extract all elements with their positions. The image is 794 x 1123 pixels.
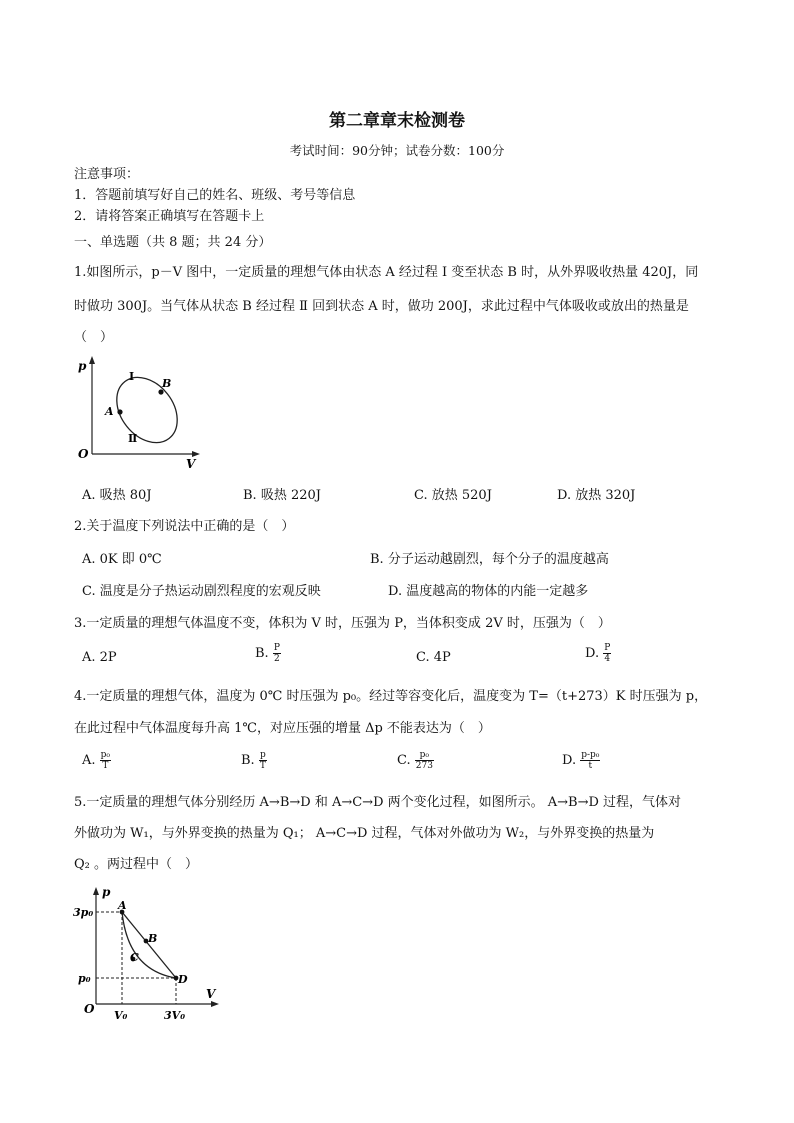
process-i-label: I	[129, 370, 135, 383]
page-title: 第二章章末检测卷	[329, 111, 465, 131]
point-c-label: C	[130, 951, 139, 964]
question-1-text: 时做功 300J。当气体从状态 B 经过程 Ⅱ 回到状态 A 时，做功 200J，求此过程中气体吸收或放出的热量是	[74, 299, 689, 314]
fraction-denominator: 273	[415, 761, 433, 771]
option-d[interactable]: D. 放热 320J	[557, 488, 636, 503]
process-ii-label: Ⅱ	[128, 432, 138, 445]
origin-label: O	[84, 1002, 95, 1016]
p-axis-arrow	[89, 356, 95, 364]
fraction	[100, 750, 111, 771]
option-label: D.	[585, 646, 600, 661]
option-label: A.	[82, 753, 96, 768]
tick-v0: V₀	[114, 1009, 128, 1022]
option-a[interactable]: A. 吸热 80J	[82, 488, 152, 503]
p-axis-label: p	[102, 885, 111, 899]
v-axis-label: V	[186, 457, 196, 470]
fraction-numerator: P	[604, 643, 611, 653]
fraction-denominator: t	[588, 761, 593, 771]
cycle-ellipse	[104, 366, 189, 455]
option-label: C.	[397, 753, 411, 768]
fraction	[580, 750, 600, 771]
option-a[interactable]: A. 2P	[82, 650, 117, 665]
point-b-label: B	[148, 932, 158, 945]
section-heading: 一、单选题（共 8 题；共 24 分）	[74, 235, 272, 250]
fraction	[259, 750, 267, 771]
fraction	[603, 643, 611, 664]
v-axis-label: V	[206, 987, 216, 1001]
option-label: B.	[255, 646, 269, 661]
option-d[interactable]	[562, 750, 600, 771]
tick-3v0: 3V₀	[164, 1009, 186, 1022]
option-d[interactable]	[585, 643, 611, 664]
notice-item: 2．请将答案正确填写在答题卡上	[74, 209, 265, 224]
option-a[interactable]	[82, 750, 111, 771]
question-4-text: 在此过程中气体温度每升高 1℃，对应压强的增量 Δp 不能表达为（ ）	[74, 721, 491, 736]
option-c[interactable]: C. 温度是分子热运动剧烈程度的宏观反映	[82, 584, 321, 599]
point-a-label: A	[105, 405, 114, 418]
fraction-numerator: p₀	[415, 750, 434, 761]
point-a-label: A	[118, 899, 127, 912]
option-label: B.	[241, 753, 255, 768]
fraction-numerator: P	[273, 643, 280, 653]
fraction-numerator: p	[259, 750, 266, 760]
notice-heading: 注意事项：	[74, 167, 140, 182]
option-b[interactable]	[255, 643, 281, 664]
exam-info: 考试时间：90分钟；试卷分数：100分	[289, 143, 505, 158]
tick-p0: p₀	[78, 972, 91, 985]
option-c[interactable]: C. 放热 520J	[414, 488, 492, 503]
question-1-text: 1.如图所示，p－V 图中，一定质量的理想气体由状态 A 经过程 I 变至状态 B 时，从外界吸收热量 420J，同	[74, 265, 699, 280]
tick-3p0: 3p₀	[73, 906, 94, 919]
fraction-numerator: p-p₀	[581, 750, 600, 760]
fraction-denominator: T	[259, 761, 266, 771]
question-2-text: 2.关于温度下列说法中正确的是（ ）	[74, 519, 295, 534]
origin-label: O	[78, 447, 89, 461]
option-c[interactable]: C. 4P	[416, 650, 451, 665]
fraction	[273, 643, 281, 664]
option-a[interactable]: A. 0K 即 0℃	[82, 552, 162, 567]
pv-diagram-processes	[72, 882, 222, 1024]
fraction-denominator: 2	[273, 654, 280, 664]
state-point-b	[158, 389, 163, 394]
state-point-a	[117, 409, 122, 414]
notice-item: 1．答题前填写好自己的姓名、班级、考号等信息	[74, 188, 356, 203]
question-4-text: 4.一定质量的理想气体，温度为 0℃ 时压强为 p₀。经过等容变化后，温度变为 T=（t+273）K 时压强为 p，	[74, 689, 708, 704]
fraction-denominator: 4	[604, 654, 611, 664]
option-b[interactable]: B. 吸热 220J	[243, 488, 321, 503]
question-1-text: （ ）	[74, 330, 114, 345]
question-3-text: 3.一定质量的理想气体温度不变，体积为 V 时，压强为 P，当体积变成 2V 时，压强为（ ）	[74, 616, 611, 631]
question-5-text: 5.一定质量的理想气体分别经历 A→B→D 和 A→C→D 两个变化过程，如图所示。 A→B→D 过程，气体对	[74, 795, 682, 810]
fraction	[415, 750, 434, 771]
pv-diagram-cycle	[74, 352, 204, 470]
p-axis-label: p	[78, 359, 87, 373]
option-c[interactable]	[397, 750, 434, 771]
question-5-text: Q₂ 。两过程中（ ）	[74, 857, 199, 872]
option-b[interactable]	[241, 750, 267, 771]
point-d-label: D	[178, 973, 188, 986]
question-5-text: 外做功为 W₁，与外界变换的热量为 Q₁； A→C→D 过程，气体对外做功为 W₂，与外界变换的热量为	[74, 826, 655, 841]
point-b-label: B	[162, 377, 172, 390]
option-b[interactable]: B. 分子运动越剧烈，每个分子的温度越高	[370, 552, 609, 567]
p-axis-arrow	[93, 887, 99, 895]
option-label: D.	[562, 753, 577, 768]
fraction-numerator: p₀	[100, 750, 111, 760]
v-axis-arrow	[211, 1001, 219, 1007]
fraction-denominator: T	[102, 761, 109, 771]
option-d[interactable]: D. 温度越高的物体的内能一定越多	[388, 584, 589, 599]
